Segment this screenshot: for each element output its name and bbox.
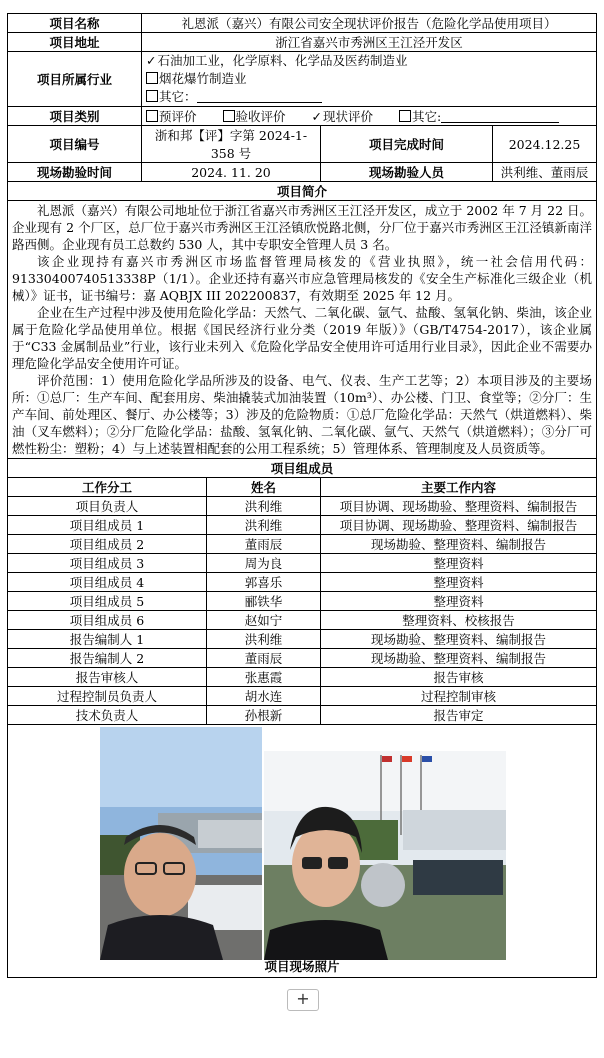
member-work: 报告审核 [321,668,597,687]
intro-paragraph: 礼恩派（嘉兴）有限公司地址位于浙江省嘉兴市秀洲区王江泾开发区，成立于 2002 年 7 月 22 日。企业现有 2 个厂区，总厂位于嘉兴市秀洲区王江泾镇欣悦路北侧，分厂位于嘉兴市秀洲区王江泾镇新南洋路西侧。企业现有员工总数约 530 人，其中专职安全管理人员 3 名。 [12,203,593,252]
member-row [8,706,597,725]
member-work: 整理资料、校核报告 [321,611,597,630]
industry-option-1[interactable]: ✓石油加工业，化学原料、化学品及医药制造业 [146,53,408,68]
col-header-role: 工作分工 [8,478,207,497]
member-role: 报告编制人 1 [8,630,207,649]
member-row [8,630,597,649]
report-table [7,13,597,978]
member-name: 董雨辰 [207,649,321,668]
member-name: 董雨辰 [207,535,321,554]
completion-time-label: 项目完成时间 [321,126,493,163]
member-name: 郭喜乐 [207,573,321,592]
check-mark-icon: ✓ [146,53,157,68]
members-title: 项目组成员 [8,459,597,478]
member-role: 报告编制人 2 [8,649,207,668]
project-name-value: 礼恩派（嘉兴）有限公司安全现状评价报告（危险化学品使用项目） [142,14,597,33]
industry-option-2[interactable]: 烟花爆竹制造业 [146,70,592,88]
site-photo-2 [264,751,506,960]
member-work: 现场勘验、整理资料、编制报告 [321,649,597,668]
project-type-options [142,107,597,126]
survey-people-label: 现场勘验人员 [321,163,493,182]
project-address-label: 项目地址 [8,33,142,52]
intro-paragraph: 评价范围：1）使用危险化学品所涉及的设备、电气、仪表、生产工艺等；2）本项目涉及的主要场所：①总厂：生产车间、配套用房、柴油撬装式加油装置（10m³）、办公楼、门卫、食堂等；②分厂：生产车间、前处理区、餐厅、办公楼等；3）涉及的危险物质：①总厂危险化学品：天然气（烘道燃料）、柴油（叉车燃料）；②分厂危险化学品：盐酸、氢氧化钠、二氧化碳、氩气、天然气（烘道燃料）；③分厂可燃性粉尘：塑粉；4）与上述装置相配套的公用工程系统；5）管理体系、管理制度及人员资质等。 [12,373,593,456]
photo-cell [8,725,597,978]
intro-paragraph: 该企业现持有嘉兴市秀洲区市场监督管理局核发的《营业执照》，统一社会信用代码：91330400740513338P（1/1）。企业还持有嘉兴市应急管理局核发的《安全生产标准化三级企业（机械）》证书，证书编号：嘉 AQBJX III 202200837，有效期至 2025 年 12 月。 [12,254,593,303]
checkbox-icon [399,110,411,122]
member-row [8,573,597,592]
member-role: 项目组成员 5 [8,592,207,611]
member-name: 郦铁华 [207,592,321,611]
type-option-pre[interactable]: 预评价 [146,109,197,124]
member-row [8,668,597,687]
industry-options [142,52,597,107]
member-name: 孙根新 [207,706,321,725]
blank-line [197,90,322,103]
survey-time-label: 现场勘验时间 [8,163,142,182]
project-type-label: 项目类别 [8,107,142,126]
member-row [8,516,597,535]
industry-label: 项目所属行业 [8,52,142,107]
member-work: 整理资料 [321,592,597,611]
member-row [8,554,597,573]
intro-paragraph: 企业在生产过程中涉及使用危险化学品：天然气、二氧化碳、氩气、盐酸、氢氧化钠、柴油，该企业属于危险化学品使用单位。根据《国民经济行业分类（2019 年版）》（GB/T4754-2017），该企业属于“C33 金属制品业”行业，该行业未列入《危险化学品安全使用许可适用行业目录》，因此企业不需要办理危险化学品安全使用许可证。 [12,305,593,371]
member-role: 项目组成员 1 [8,516,207,535]
checkbox-icon [146,72,158,84]
member-role: 过程控制员负责人 [8,687,207,706]
member-work: 项目协调、现场勘验、整理资料、编制报告 [321,497,597,516]
member-name: 洪利维 [207,630,321,649]
project-code-label: 项目编号 [8,126,142,163]
survey-people-value: 洪利维、董雨辰 [493,163,597,182]
member-role: 项目组成员 6 [8,611,207,630]
project-address-value: 浙江省嘉兴市秀洲区王江泾开发区 [142,33,597,52]
member-role: 报告审核人 [8,668,207,687]
intro-body [8,201,597,459]
member-row [8,687,597,706]
member-name: 张惠霞 [207,668,321,687]
member-work: 项目协调、现场勘验、整理资料、编制报告 [321,516,597,535]
member-row [8,592,597,611]
project-code-value: 浙和邦【评】字第 2024-1-358 号 [142,126,321,163]
photo-caption: 项目现场照片 [264,959,340,974]
member-work: 整理资料 [321,554,597,573]
member-role: 技术负责人 [8,706,207,725]
member-name: 洪利维 [207,497,321,516]
member-row [8,497,597,516]
checkbox-icon [146,90,158,102]
add-button[interactable]: + [287,989,319,1011]
type-option-status[interactable]: ✓现状评价 [311,109,373,124]
member-role: 项目负责人 [8,497,207,516]
member-name: 赵如宁 [207,611,321,630]
member-row [8,649,597,668]
completion-time-value: 2024.12.25 [493,126,597,163]
intro-title: 项目简介 [8,182,597,201]
member-name: 周为良 [207,554,321,573]
survey-time-value: 2024. 11. 20 [142,163,321,182]
col-header-name: 姓名 [207,478,321,497]
site-photo-1 [100,727,262,960]
member-work: 报告审定 [321,706,597,725]
member-role: 项目组成员 3 [8,554,207,573]
member-work: 整理资料 [321,573,597,592]
member-work: 过程控制审核 [321,687,597,706]
member-rows [8,497,597,725]
checkbox-icon [146,110,158,122]
site-photos [8,725,595,977]
member-role: 项目组成员 2 [8,535,207,554]
industry-option-3[interactable]: 其它： [146,88,592,106]
member-work: 现场勘验、整理资料、编制报告 [321,535,597,554]
member-row [8,535,597,554]
type-option-other[interactable]: 其它: [399,109,559,124]
member-name: 胡水连 [207,687,321,706]
member-work: 现场勘验、整理资料、编制报告 [321,630,597,649]
col-header-work: 主要工作内容 [321,478,597,497]
member-row [8,611,597,630]
member-role: 项目组成员 4 [8,573,207,592]
checkbox-icon [223,110,235,122]
blank-line [441,110,559,123]
member-name: 洪利维 [207,516,321,535]
project-name-label: 项目名称 [8,14,142,33]
check-mark-icon: ✓ [311,109,322,124]
type-option-acceptance[interactable]: 验收评价 [223,109,286,124]
